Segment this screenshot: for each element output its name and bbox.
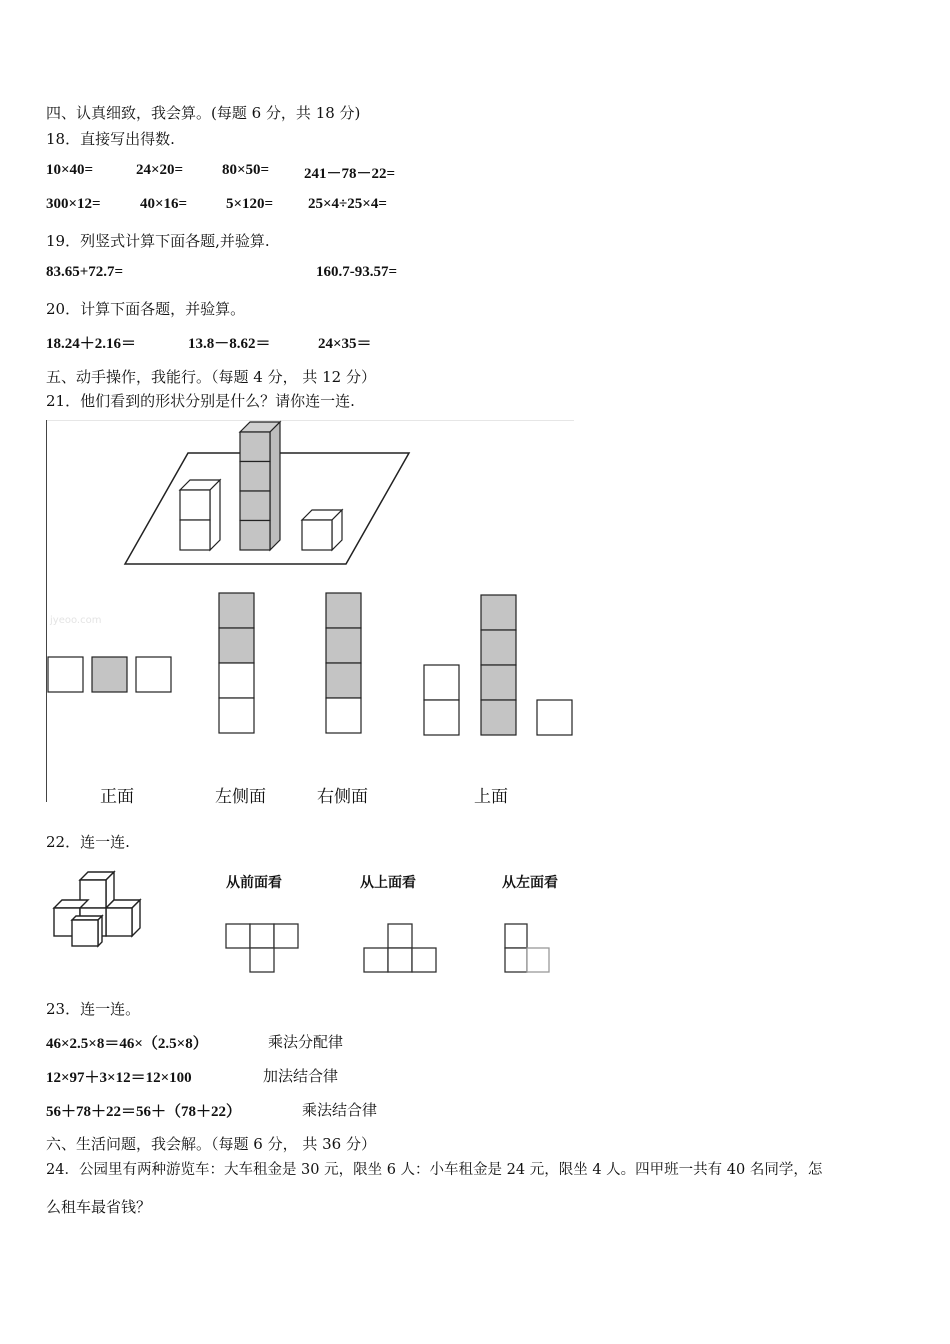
q18-item: 40×16= bbox=[140, 196, 188, 212]
q23-law: 乘法结合律 bbox=[302, 1101, 378, 1119]
white-cube-1 bbox=[302, 510, 342, 550]
q24-line1: 24．公园里有两种游览车：大车租金是 30 元，限坐 6 人：小车租金是 24 元，限坐 4 人。四甲班一共有 40 名同学，怎 bbox=[46, 1162, 823, 1178]
q22-figure-drawing bbox=[46, 862, 566, 980]
q21-figure bbox=[46, 420, 576, 805]
q22-figure bbox=[46, 862, 566, 980]
q23-title: 23．连一连。 bbox=[46, 1000, 141, 1018]
q21-title: 21．他们看到的形状分别是什么？请你连一连. bbox=[46, 392, 355, 410]
q23-expr: 12×97＋3×12＝12×100 bbox=[46, 1070, 192, 1086]
view-caption-front: 从前面看 bbox=[226, 875, 282, 891]
q18-item: 10×40= bbox=[46, 162, 94, 178]
q20-title: 20．计算下面各题，并验算。 bbox=[46, 300, 246, 318]
q19-item: 83.65+72.7= bbox=[46, 264, 124, 280]
q18-item: 5×120= bbox=[226, 196, 274, 212]
q20-item: 13.8－8.62＝ bbox=[188, 336, 271, 352]
q23-law: 加法结合律 bbox=[263, 1067, 339, 1085]
front-view-shape bbox=[226, 924, 298, 972]
view-right-option bbox=[326, 593, 361, 733]
q23-expr: 46×2.5×8＝46×（2.5×8） bbox=[46, 1036, 208, 1052]
watermark: jyeoo.com bbox=[50, 615, 102, 626]
q23-expr: 56＋78＋22＝56＋（78＋22） bbox=[46, 1104, 242, 1120]
view-front-option bbox=[48, 657, 171, 692]
section5-heading: 五、动手操作，我能行。（每题 4 分， 共 12 分） bbox=[46, 368, 376, 386]
left-view-shape bbox=[505, 924, 549, 972]
top-view-shape bbox=[364, 924, 436, 972]
q18-item: 241－78－22= bbox=[304, 166, 396, 182]
q19-title: 19．列竖式计算下面各题,并验算. bbox=[46, 232, 270, 250]
view-caption-top: 从上面看 bbox=[360, 875, 416, 891]
section6-heading: 六、生活问题，我会解。（每题 6 分， 共 36 分） bbox=[46, 1135, 376, 1153]
block-shape-3d bbox=[54, 872, 140, 946]
view-label-top: 上面 bbox=[474, 787, 508, 807]
q20-item: 24×35＝ bbox=[318, 336, 372, 352]
view-label-front: 正面 bbox=[100, 787, 134, 807]
q18-item: 80×50= bbox=[222, 162, 270, 178]
q19-item: 160.7-93.57= bbox=[316, 264, 398, 280]
q21-figure-drawing bbox=[46, 420, 576, 805]
q18-item: 24×20= bbox=[136, 162, 184, 178]
white-stack-2 bbox=[180, 480, 220, 550]
view-label-right: 右侧面 bbox=[317, 787, 368, 807]
grey-stack-4 bbox=[240, 422, 280, 550]
view-top-option bbox=[424, 595, 572, 735]
section4-heading: 四、认真细致，我会算。(每题 6 分，共 18 分) bbox=[46, 104, 361, 122]
q18-item: 25×4÷25×4= bbox=[308, 196, 387, 212]
view-caption-left: 从左面看 bbox=[502, 875, 558, 891]
q18-item: 300×12= bbox=[46, 196, 101, 212]
q24-line2: 么租车最省钱？ bbox=[46, 1198, 152, 1216]
q18-title: 18．直接写出得数. bbox=[46, 130, 175, 148]
q22-title: 22．连一连. bbox=[46, 833, 130, 851]
q23-law: 乘法分配律 bbox=[268, 1033, 344, 1051]
view-label-left: 左侧面 bbox=[215, 787, 266, 807]
view-left-option bbox=[219, 593, 254, 733]
q20-item: 18.24＋2.16＝ bbox=[46, 336, 137, 352]
